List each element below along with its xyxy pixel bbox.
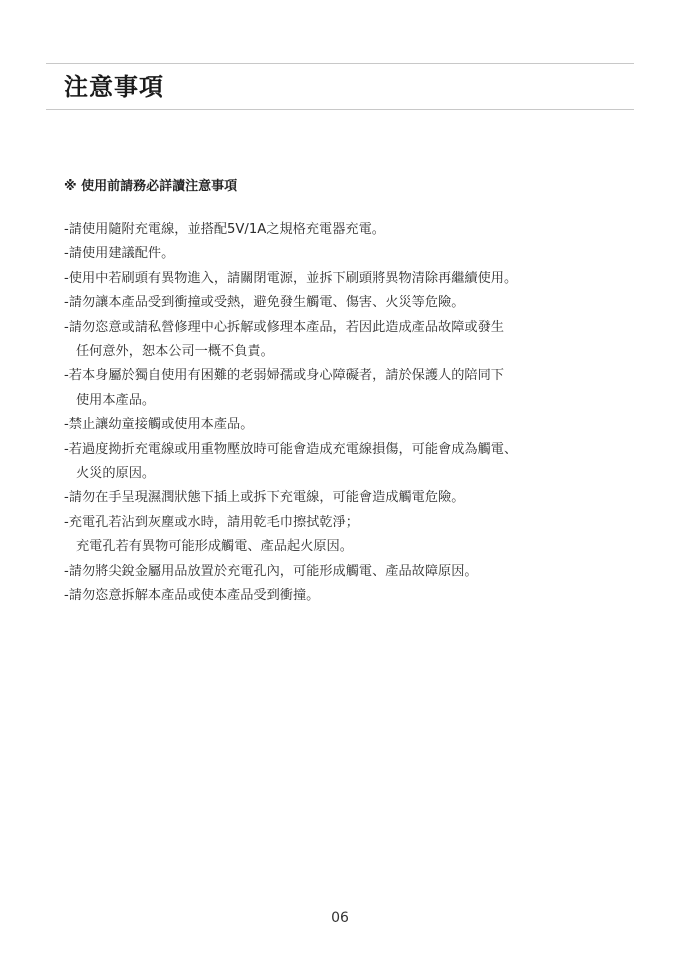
list-item	[64, 413, 639, 437]
section-heading: ※ 使用前請務必詳讀注意事項	[64, 179, 238, 194]
list-item-text: -請勿恣意或請私營修理中心拆解或修理本產品，若因此造成產品故障或發生	[64, 319, 504, 335]
header-top-rule	[46, 63, 634, 64]
list-item	[64, 267, 639, 291]
list-item-continuation: 使用本產品。	[76, 392, 156, 408]
list-item-text: -若本身屬於獨自使用有困難的老弱婦孺或身心障礙者，請於保護人的陪同下	[64, 368, 504, 384]
list-item	[64, 291, 639, 315]
list-item	[64, 218, 639, 242]
list-item-continuation: 火災的原因。	[76, 466, 156, 482]
list-item-text: -充電孔若沾到灰塵或水時，請用乾毛巾擦拭乾淨；	[64, 514, 359, 530]
list-item-text: -禁止讓幼童接觸或使用本產品。	[64, 417, 254, 433]
list-item-text: -請勿將尖銳金屬用品放置於充電孔內，可能形成觸電、產品故障原因。	[64, 563, 478, 579]
list-item	[64, 584, 639, 608]
list-item	[64, 364, 639, 413]
list-item	[64, 511, 639, 560]
list-item	[64, 438, 639, 487]
list-item	[64, 560, 639, 584]
list-item	[64, 316, 639, 365]
page-number: 06	[331, 910, 349, 926]
header-bottom-rule	[46, 109, 634, 110]
list-item	[64, 242, 639, 266]
list-item-text: -若過度拗折充電線或用重物壓放時可能會造成充電線損傷，可能會成為觸電、	[64, 441, 518, 457]
list-item-text: -請勿在手呈現濕潤狀態下插上或拆下充電線，可能會造成觸電危險。	[64, 490, 465, 506]
list-item-continuation: 充電孔若有異物可能形成觸電、產品起火原因。	[76, 539, 353, 555]
list-item	[64, 486, 639, 510]
list-item-text: -請使用隨附充電線，並搭配5V/1A之規格充電器充電。	[64, 222, 385, 237]
list-item-continuation: 任何意外，恕本公司一概不負責。	[76, 344, 274, 360]
list-item-text: -請使用建議配件。	[64, 246, 175, 262]
list-item-text: -請勿恣意拆解本產品或使本產品受到衝撞。	[64, 588, 320, 604]
page-title: 注意事項	[64, 73, 164, 101]
list-item-text: -請勿讓本產品受到衝撞或受熱，避免發生觸電、傷害、火災等危險。	[64, 295, 465, 311]
list-item-text: -使用中若刷頭有異物進入，請關閉電源，並拆下刷頭將異物清除再繼續使用。	[64, 270, 518, 286]
precautions-list	[64, 218, 639, 609]
